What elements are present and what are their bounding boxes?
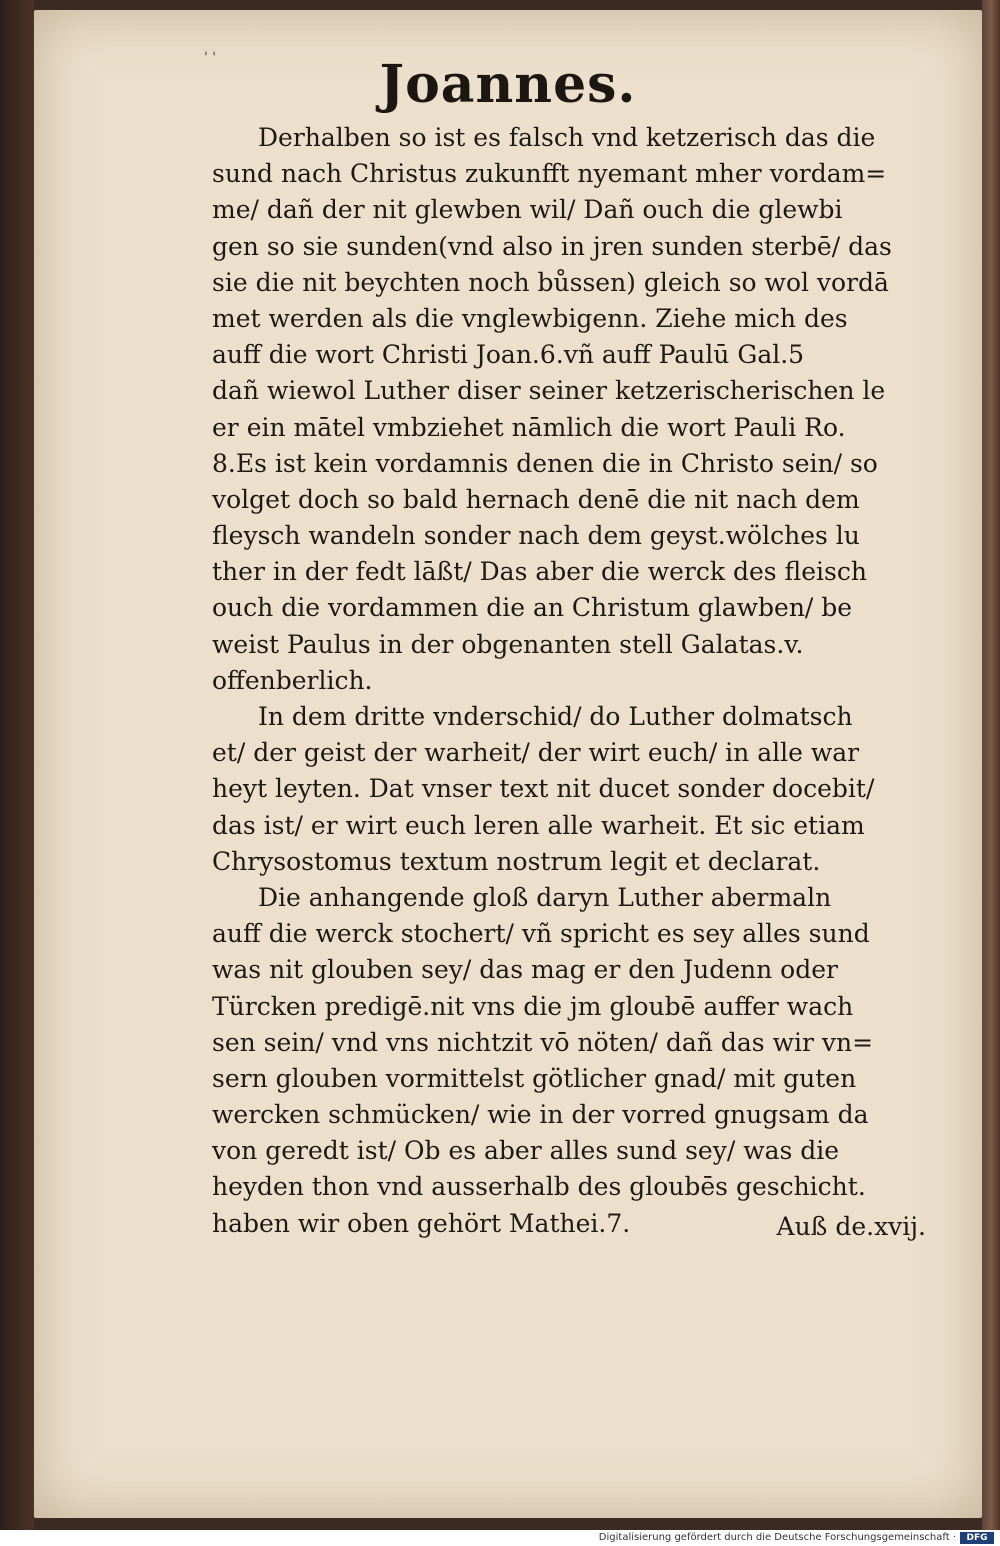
text-line: haben wir oben gehört Mathei.7. xyxy=(212,1208,631,1238)
text-line: sen sein/ vnd vns nichtzit vō nöten/ dañ das wir vn= xyxy=(212,1027,874,1057)
text-line: dañ wiewol Luther diser seiner ketzerischerischen le xyxy=(212,376,886,406)
text-line: auff die werck stochert/ vñ spricht es sey alles sund xyxy=(212,919,870,949)
text-line: fleysch wandeln sonder nach dem geyst.wölches lu xyxy=(212,521,860,551)
text-line: heyden thon vnd ausserhalb des gloubēs geschicht. xyxy=(212,1172,866,1202)
running-head: Joannes. xyxy=(379,54,637,115)
footer-bar xyxy=(0,1530,1000,1546)
text-line: et/ der geist der warheit/ der wirt euch/ in alle war xyxy=(212,738,860,768)
text-line: wercken schmücken/ wie in der vorred gnugsam da xyxy=(212,1100,869,1130)
catchword: Auß de.xvij. xyxy=(776,1212,926,1241)
text-line: ther in der fedt lāßt/ Das aber die werck des fleisch xyxy=(212,557,867,587)
text-line: sern glouben vormittelst götlicher gnad/ mit guten xyxy=(212,1063,857,1093)
text-line: offenberlich. xyxy=(212,665,373,695)
book-spine-edge xyxy=(982,0,1000,1530)
funding-credit: Digitalisierung gefördert durch die Deutsche Forschungsgemeinschaft · xyxy=(598,1532,956,1543)
text-line: volget doch so bald hernach denē die nit nach dem xyxy=(212,484,860,514)
text-line: von geredt ist/ Ob es aber alles sund sey/ was die xyxy=(212,1136,840,1166)
text-line: sie die nit beychten noch bůssen) gleich so wol vordā xyxy=(212,267,889,297)
text-line: heyt leyten. Dat vnser text nit ducet sonder docebit/ xyxy=(212,774,875,804)
page-marks: ' ' xyxy=(204,50,217,66)
text-line: Derhalben so ist es falsch vnd ketzerisch das die xyxy=(258,123,876,152)
text-line: me/ dañ der nit glewben wil/ Dañ ouch die glewbi xyxy=(212,195,843,225)
text-line: Türcken predigē.nit vns die jm gloubē auffer wach xyxy=(212,991,854,1021)
text-line: er ein mātel vmbziehet nāmlich die wort Pauli Ro. xyxy=(212,412,846,442)
text-line: Chrysostomus textum nostrum legit et declarat. xyxy=(212,846,821,876)
book-left-edge xyxy=(0,0,34,1530)
text-line: gen so sie sunden(vnd also in jren sunden sterbē/ das xyxy=(212,231,892,261)
text-line: sund nach Christus zukunfft nyemant mher vordam= xyxy=(212,159,887,189)
text-line: met werden als die vnglewbigenn. Ziehe mich des xyxy=(212,303,848,333)
text-line: ouch die vordammen die an Christum glawben/ be xyxy=(212,593,853,623)
text-line: das ist/ er wirt euch leren alle warheit. Et sic etiam xyxy=(212,810,865,840)
text-line: In dem dritte vnderschid/ do Luther dolmatsch xyxy=(258,702,853,731)
text-line: Die anhangende gloß daryn Luther abermaln xyxy=(258,882,832,912)
body-text xyxy=(212,120,958,1242)
text-line: weist Paulus in der obgenanten stell Galatas.v. xyxy=(212,629,804,659)
paper-page xyxy=(34,10,982,1518)
text-line: auff die wort Christi Joan.6.vñ auff Paulū Gal.5 xyxy=(212,340,805,370)
text-line: 8.Es ist kein vordamnis denen die in Christo sein/ so xyxy=(212,448,878,478)
text-line: was nit glouben sey/ das mag er den Judenn oder xyxy=(212,955,838,985)
dfg-logo: DFG xyxy=(960,1532,994,1544)
